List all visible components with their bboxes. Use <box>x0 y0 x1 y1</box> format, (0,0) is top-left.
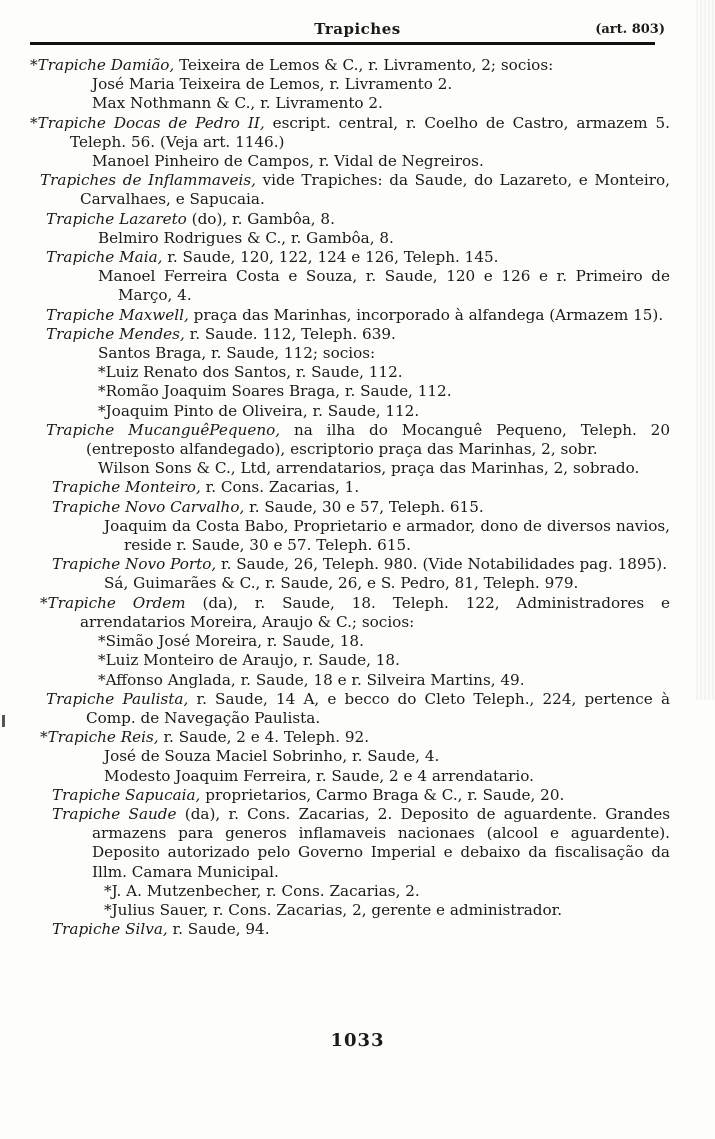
trapiche-name: Trapiche Docas de Pedro II, <box>37 113 265 132</box>
margin-mark <box>2 715 5 727</box>
entry-detail <box>52 152 670 171</box>
entry-detail <box>58 632 670 651</box>
entry-detail <box>64 882 670 901</box>
trapiche-entry <box>46 690 670 728</box>
entry-text: escript. central, r. Coelho de Castro, armazem 5. Teleph. 56. (Veja art. 1146.) <box>70 113 670 151</box>
entry-text: Max Nothmann & C., r. Livramento 2. <box>92 94 383 113</box>
entry-text: praça das Marinhas, incorporado à alfandega (Armazem 15). <box>188 305 664 324</box>
directory-listing <box>30 56 670 939</box>
trapiche-name: Trapiche Monteiro, <box>52 478 201 497</box>
trapiche-name: Trapiche Novo Porto, <box>52 555 217 574</box>
trapiche-name: Trapiche Damião, <box>37 56 175 74</box>
entry-text: Manoel Pinheiro de Campos, r. Vidal de Negreiros. <box>92 152 484 171</box>
trapiche-entry <box>30 56 670 75</box>
entry-text: (da), r. Saude, 18. Teleph. 122, Administradores e arrendatarios Moreira, Araujo & C.; socios: <box>80 593 670 631</box>
entry-text: Teixeira de Lemos & C., r. Livramento, 2; socios: <box>174 56 554 74</box>
entry-detail <box>64 747 670 766</box>
asterisk-mark: * <box>40 593 48 612</box>
entry-detail <box>58 459 670 478</box>
page-number: 1033 <box>330 1030 385 1051</box>
entry-detail <box>58 402 670 421</box>
trapiche-name: Trapiche Novo Carvalho, <box>52 497 245 516</box>
entry-text: r. Saude, 94. <box>167 920 270 939</box>
asterisk-mark: * <box>104 881 112 900</box>
trapiche-name: Trapiches de Inflammaveis, <box>40 171 256 190</box>
entry-detail <box>64 574 670 593</box>
entry-text: Wilson Sons & C., Ltd, arrendatarios, praça das Marinhas, 2, sobrado. <box>98 459 640 478</box>
entry-text: r. Saude, 30 e 57, Teleph. 615. <box>244 497 484 516</box>
entry-text: Joaquim Pinto de Oliveira, r. Saude, 112. <box>105 401 420 420</box>
entry-text: Simão José Moreira, r. Saude, 18. <box>105 632 364 651</box>
entry-detail <box>64 517 670 555</box>
trapiche-name: Trapiche Silva, <box>52 920 168 939</box>
entry-detail <box>58 344 670 363</box>
entry-detail <box>58 382 670 401</box>
entry-text: r. Saude, 120, 122, 124 e 126, Teleph. 145. <box>162 248 499 267</box>
trapiche-entry <box>46 210 670 229</box>
trapiche-entry <box>52 805 670 882</box>
entry-text: r. Cons. Zacarias, 1. <box>200 478 360 497</box>
entry-text: Santos Braga, r. Saude, 112; socios: <box>98 344 376 363</box>
trapiche-entry <box>52 920 670 939</box>
entry-text: vide Trapiches: da Saude, do Lazareto, e Monteiro, Carvalhaes, e Sapucaia. <box>80 171 670 209</box>
trapiche-name: Trapiche Ordem <box>47 593 186 612</box>
trapiche-entry <box>40 728 670 747</box>
page-edge-shadow <box>695 0 715 700</box>
trapiche-entry <box>52 478 670 497</box>
trapiche-entry <box>46 325 670 344</box>
entry-detail <box>58 671 670 690</box>
entry-text: na ilha do Mocanguê Pequeno, Teleph. 20 (entreposto alfandegado), escriptorio praça das Marinhas, 2, sobr. <box>86 420 670 459</box>
entry-text: Belmiro Rodrigues & C., r. Gambôa, 8. <box>98 228 394 247</box>
trapiche-name: Trapiche Lazareto <box>46 209 187 228</box>
entry-text: José Maria Teixeira de Lemos, r. Livramento 2. <box>92 75 453 94</box>
entry-text: Modesto Joaquim Ferreira, r. Saude, 2 e 4 arrendatario. <box>104 766 534 785</box>
entry-text: Luiz Renato dos Santos, r. Saude, 112. <box>105 363 403 382</box>
entry-detail <box>52 94 670 113</box>
entry-text: Affonso Anglada, r. Saude, 18 e r. Silveira Martins, 49. <box>105 670 525 689</box>
entry-text: J. A. Mutzenbecher, r. Cons. Zacarias, 2. <box>111 881 420 900</box>
asterisk-mark: * <box>40 728 48 747</box>
entry-detail <box>58 229 670 248</box>
entry-detail <box>58 363 670 382</box>
entry-detail <box>52 75 670 94</box>
trapiche-name: Trapiche Mendes, <box>46 324 185 343</box>
trapiche-name: Trapiche Reis, <box>47 728 159 747</box>
trapiche-name: Trapiche Sapucaia, <box>52 785 201 804</box>
entry-text: r. Saude. 112, Teleph. 639. <box>184 324 396 343</box>
trapiche-entry <box>52 498 670 517</box>
entry-text: José de Souza Maciel Sobrinho, r. Saude, 4. <box>104 747 440 766</box>
trapiche-name: Trapiche Paulista, <box>46 689 189 708</box>
asterisk-mark: * <box>98 363 106 382</box>
entry-detail <box>58 651 670 670</box>
trapiche-name: Trapiche Saude <box>52 804 177 823</box>
page-header <box>30 18 685 42</box>
entry-text: Joaquim da Costa Babo, Proprietario e armador, dono de diversos navios, reside r. Saude, 30 e 57. Teleph. 615. <box>104 516 670 555</box>
trapiche-entry <box>40 594 670 632</box>
entry-text: r. Saude, 2 e 4. Teleph. 92. <box>158 728 370 747</box>
trapiche-name: Trapiche Maia, <box>46 248 163 267</box>
asterisk-mark: * <box>104 900 112 919</box>
entry-text: r. Saude, 26, Teleph. 980. (Vide Notabilidades pag. 1895). <box>216 555 668 574</box>
trapiche-name: Trapiche Maxwell, <box>46 305 189 324</box>
asterisk-mark: * <box>98 632 106 651</box>
entry-detail <box>64 901 670 920</box>
asterisk-mark: * <box>30 56 38 74</box>
trapiche-name: Trapiche MucanguêPequeno, <box>46 420 281 439</box>
asterisk-mark: * <box>98 651 106 670</box>
asterisk-mark: * <box>98 401 106 420</box>
page-title: Trapiches <box>314 20 401 38</box>
trapiche-entry <box>46 421 670 459</box>
entry-text: r. Saude, 14 A, e becco do Cleto Teleph., 224, pertence à Comp. de Navegação Paulista. <box>86 689 670 727</box>
trapiche-entry <box>46 306 670 325</box>
entry-text: Sá, Guimarães & C., r. Saude, 26, e S. Pedro, 81, Teleph. 979. <box>104 574 579 593</box>
entry-text: (do), r. Gambôa, 8. <box>186 209 335 228</box>
trapiche-entry <box>40 171 670 209</box>
trapiche-entry <box>46 248 670 267</box>
entry-text: Julius Sauer, r. Cons. Zacarias, 2, gerente e administrador. <box>111 900 563 919</box>
entry-text: proprietarios, Carmo Braga & C., r. Saude, 20. <box>200 785 565 804</box>
entry-text: Luiz Monteiro de Araujo, r. Saude, 18. <box>105 651 400 670</box>
trapiche-entry <box>52 555 670 574</box>
article-reference: (art. 803) <box>595 22 665 37</box>
header-rule <box>30 42 655 45</box>
entry-text: Manoel Ferreira Costa e Souza, r. Saude, 120 e 126 e r. Primeiro de Março, 4. <box>98 267 670 305</box>
trapiche-entry <box>30 114 670 152</box>
asterisk-mark: * <box>30 113 38 132</box>
asterisk-mark: * <box>98 670 106 689</box>
entry-detail <box>64 767 670 786</box>
entry-text: (da), r. Cons. Zacarias, 2. Deposito de aguardente. Grandes armazens para generos inflamaveis nacionaes (alcool e aguardente). Deposito autorizado pelo Governo Imperial e debaixo da fiscalisação da Illm. Camara Municipal. <box>92 804 670 881</box>
asterisk-mark: * <box>98 382 106 401</box>
trapiche-entry <box>52 786 670 805</box>
entry-detail <box>58 267 670 305</box>
entry-text: Romão Joaquim Soares Braga, r. Saude, 112. <box>105 382 452 401</box>
